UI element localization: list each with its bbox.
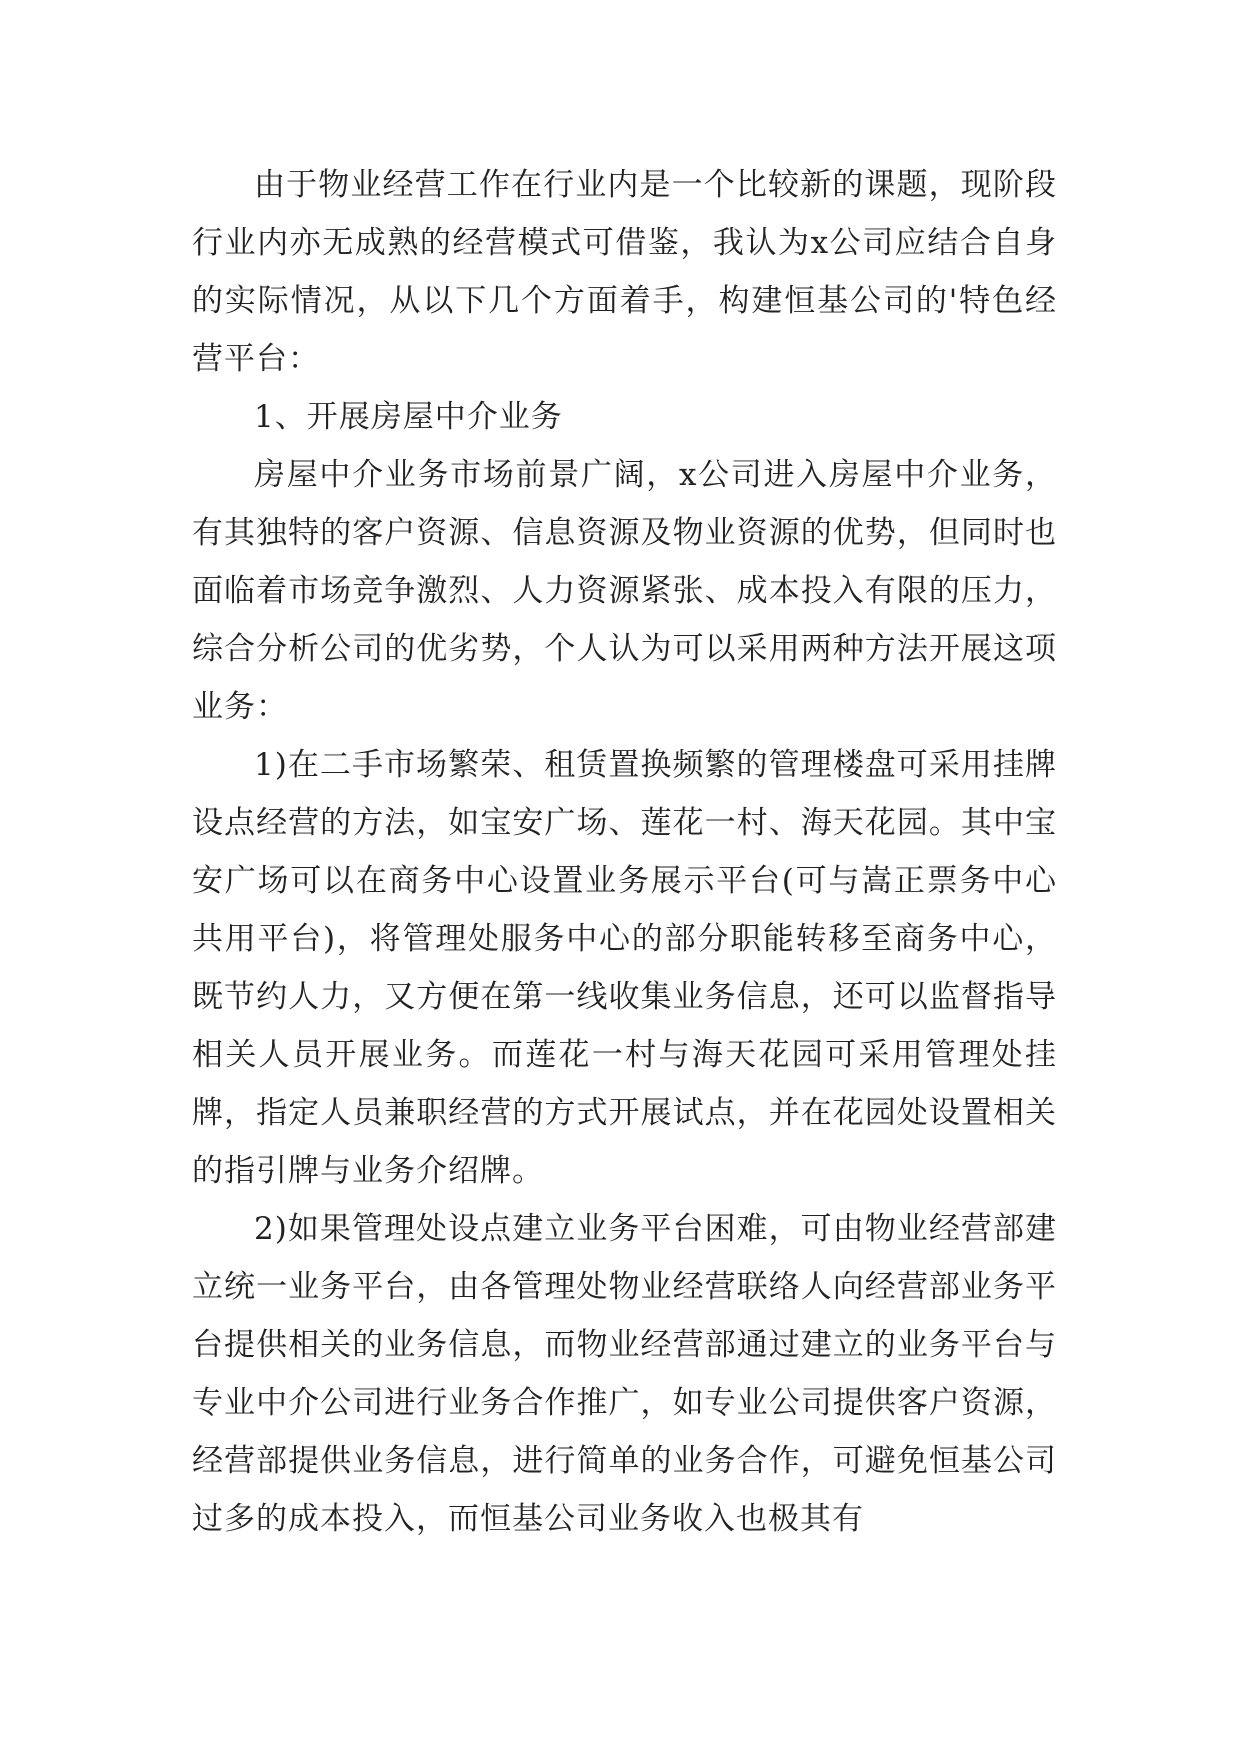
intro-paragraph: 由于物业经营工作在行业内是一个比较新的课题，现阶段行业内亦无成熟的经营模式可借鉴，我认为x公司应结合自身的实际情况，从以下几个方面着手，构建恒基公司的'特色经营平台： xyxy=(192,167,1057,377)
method-1-paragraph: 1)在二手市场繁荣、租赁置换频繁的管理楼盘可采用挂牌设点经营的方法，如宝安广场、莲花一村、海天花园。其中宝安广场可以在商务中心设置业务展示平台(可与嵩正票务中心共用平台)，将管理处服务中心的部分职能转移至商务中心，既节约人力，又方便在第一线收集业务信息，还可以监督指导相关人员开展业务。而莲花一村与海天花园可采用管理处挂牌，指定人员兼职经营的方式开展试点，并在花园处设置相关的指引牌与业务介绍牌。 xyxy=(192,747,1057,1189)
document-body xyxy=(192,156,1057,1548)
housing-agency-paragraph: 房屋中介业务市场前景广阔，x公司进入房屋中介业务，有其独特的客户资源、信息资源及物业资源的优势，但同时也面临着市场竞争激烈、人力资源紧张、成本投入有限的压力，综合分析公司的优劣势，个人认为可以采用两种方法开展这项业务： xyxy=(192,457,1057,725)
section-heading-housing-agency: 1、开展房屋中介业务 xyxy=(254,399,563,435)
method-2-paragraph: 2)如果管理处设点建立业务平台困难，可由物业经营部建立统一业务平台，由各管理处物业经营联络人向经营部业务平台提供相关的业务信息，而物业经营部通过建立的业务平台与专业中介公司进行业务合作推广，如专业公司提供客户资源，经营部提供业务信息，进行简单的业务合作，可避免恒基公司过多的成本投入，而恒基公司业务收入也极其有 xyxy=(192,1211,1057,1537)
